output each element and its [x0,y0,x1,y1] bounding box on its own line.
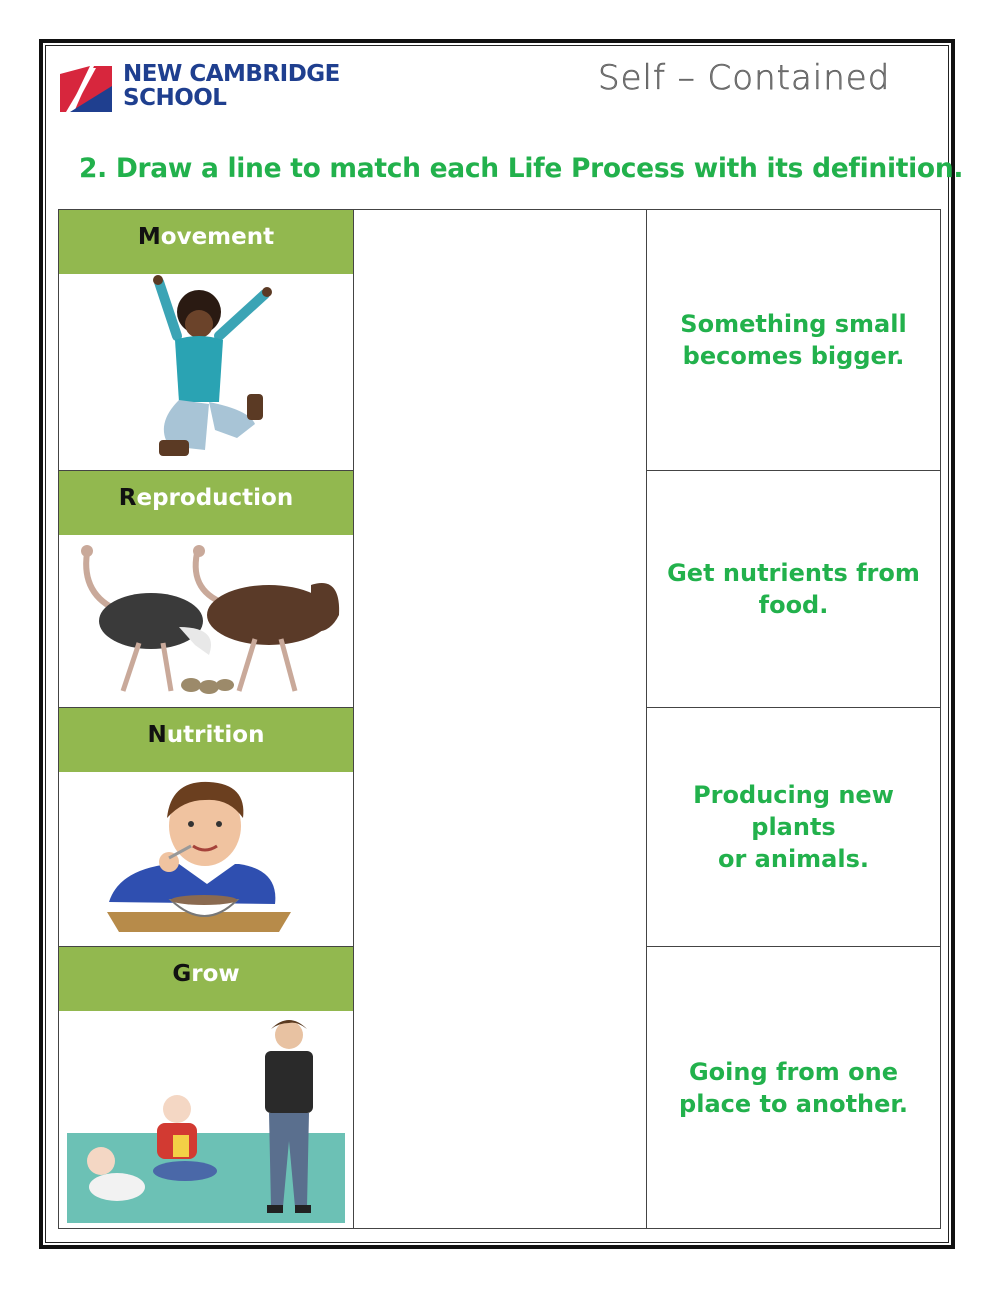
definition-cell[interactable] [647,947,941,1229]
definition-text [647,308,940,372]
ostrich-family-illustration [59,535,353,705]
process-label-reproduction [59,471,353,535]
school-name-line1: NEW CAMBRIDGE [123,61,340,87]
definition-line: Get nutrients from [667,559,920,587]
label-rest: ovement [160,224,275,250]
school-name [123,62,340,110]
process-cell [59,708,354,947]
process-label-nutrition [59,708,353,772]
definition-text [647,1056,940,1120]
definition-line: or animals. [717,845,870,873]
definition-cell[interactable] [647,471,941,708]
definition-text [647,557,940,621]
boy-eating-cereal-illustration [59,772,353,942]
school-logo-icon [60,66,112,112]
definition-cell[interactable] [647,210,941,471]
label-initial: R [118,485,137,511]
definition-line: food. [758,591,829,619]
definition-line: Producing new plants [693,781,894,841]
label-rest: utrition [166,722,265,748]
label-initial: G [172,961,192,987]
definition-cell[interactable] [647,708,941,947]
definition-line: place to another. [679,1089,908,1118]
question-instruction: 2. Draw a line to match each Life Process with its definition. [79,153,964,184]
definition-text [647,779,940,875]
label-rest: row [191,961,240,987]
process-cell [59,947,354,1229]
school-name-line2: SCHOOL [123,85,227,111]
worksheet-type: Self – Contained [598,58,891,98]
label-rest: eproduction [136,485,294,511]
jumping-woman-illustration [59,274,353,470]
label-initial: N [147,722,167,748]
definition-line: becomes bigger. [682,342,905,370]
table-row [59,210,941,471]
matching-table [58,209,941,1229]
process-label-movement [59,210,353,274]
definition-line: Something small [680,310,907,338]
baby-child-teen-growth-illustration [59,1011,353,1223]
process-cell [59,210,354,471]
process-label-grow [59,947,353,1011]
label-initial: M [137,224,161,250]
definition-line: Going from one [688,1057,898,1086]
matching-space[interactable] [354,210,647,1229]
process-cell [59,471,354,708]
